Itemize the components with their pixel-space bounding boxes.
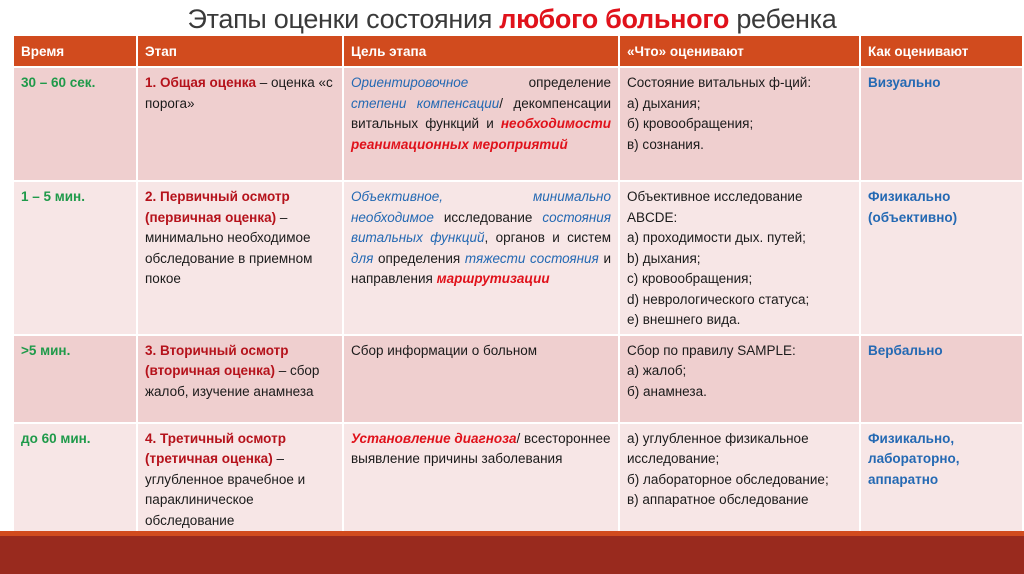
goal-cell bbox=[344, 68, 618, 180]
how-cell bbox=[861, 182, 1022, 334]
goal-fragment: определение bbox=[468, 75, 611, 90]
stage-description: – минимально необходимое обследование в приемном покое bbox=[145, 209, 313, 286]
method-value: Физикально, bbox=[868, 430, 955, 446]
goal-fragment: Объективное, минимально необходимое bbox=[351, 189, 611, 225]
what-cell bbox=[620, 336, 859, 422]
goal-fragment: , органов и систем bbox=[484, 230, 611, 245]
footer-band bbox=[0, 536, 1024, 574]
table-header-row bbox=[14, 36, 1022, 66]
method-value: Физикально bbox=[868, 189, 951, 204]
stage-description: – углубленное врачебное и параклиническое обследование bbox=[145, 451, 306, 528]
goal-text: Сбор информации о больном bbox=[351, 342, 538, 358]
time-cell bbox=[14, 424, 136, 535]
table-row bbox=[14, 424, 1022, 535]
title-accent: любого больного bbox=[499, 4, 730, 34]
method-value: Вербально bbox=[868, 342, 943, 358]
what-line: d) неврологического статуса; bbox=[627, 291, 810, 307]
goal-fragment: исследование bbox=[433, 209, 543, 225]
what-line: б) лабораторное обследование; bbox=[627, 471, 829, 487]
goal-fragment: и направления bbox=[351, 250, 611, 286]
goal-fragment: степени компенсации bbox=[351, 95, 500, 111]
stage-cell bbox=[138, 182, 342, 334]
table-row bbox=[14, 336, 1022, 422]
stage-name: 2. Первичный осмотр (первичная оценка) bbox=[145, 189, 290, 225]
what-line: а) жалоб; bbox=[627, 363, 687, 378]
time-cell bbox=[14, 182, 136, 334]
stage-cell bbox=[138, 336, 342, 422]
what-line: e) внешнего вида. bbox=[627, 312, 741, 327]
goal-cell bbox=[344, 424, 618, 535]
goal-emphasis: маршрутизации bbox=[436, 271, 550, 286]
what-line: c) кровообращения; bbox=[627, 271, 753, 286]
what-line: Состояние витальных ф-ций: bbox=[627, 75, 812, 90]
method-value: (объективно) bbox=[868, 209, 958, 225]
how-cell bbox=[861, 424, 1022, 535]
time-value: 1 – 5 мин. bbox=[21, 189, 85, 204]
header-stage: Этап bbox=[138, 36, 342, 66]
stage-name: 3. Вторичный осмотр (вторичная оценка) bbox=[145, 342, 289, 378]
how-cell bbox=[861, 68, 1022, 180]
header-goal: Цель этапа bbox=[344, 36, 618, 66]
table-row bbox=[14, 182, 1022, 334]
goal-fragment: состояния витальных функций bbox=[351, 209, 611, 245]
method-value: лабораторно, bbox=[868, 451, 960, 466]
time-value: >5 мин. bbox=[21, 342, 71, 358]
goal-fragment: тяжести состояния bbox=[464, 250, 599, 266]
goal-fragment: / декомпенсации витальных функций и bbox=[351, 95, 611, 131]
title-text-end: ребенка bbox=[729, 4, 837, 34]
assessment-stages-table bbox=[12, 34, 1024, 536]
what-line: а) дыхания; bbox=[627, 95, 701, 111]
what-line: в) сознания. bbox=[627, 136, 704, 152]
time-value: 30 – 60 сек. bbox=[21, 75, 96, 90]
goal-fragment: для bbox=[351, 250, 374, 266]
method-value: аппаратно bbox=[868, 471, 939, 487]
method-value: Визуально bbox=[868, 75, 941, 90]
goal-fragment: Ориентировочное bbox=[351, 75, 469, 90]
stage-cell bbox=[138, 68, 342, 180]
what-line: б) кровообращения; bbox=[627, 116, 754, 131]
title-text: Этапы оценки состояния bbox=[187, 4, 500, 34]
stage-name: 4. Третичный осмотр (третичная оценка) bbox=[145, 430, 286, 466]
what-line: а) углубленное физикальное исследование; bbox=[627, 430, 809, 466]
how-cell bbox=[861, 336, 1022, 422]
what-line: b) дыхания; bbox=[627, 250, 701, 266]
what-cell bbox=[620, 68, 859, 180]
header-what: «Что» оценивают bbox=[620, 36, 859, 66]
what-line: Объективное исследование ABCDE: bbox=[627, 189, 803, 225]
goal-cell bbox=[344, 336, 618, 422]
what-cell bbox=[620, 424, 859, 535]
stage-description: – сбор жалоб, изучение анамнеза bbox=[145, 363, 320, 399]
slide-title bbox=[0, 4, 1024, 35]
goal-emphasis: необходимости реанимационных мероприятий bbox=[351, 116, 611, 152]
header-how: Как оценивают bbox=[861, 36, 1022, 66]
stage-description: – оценка «с порога» bbox=[145, 75, 333, 111]
goal-emphasis: Установление диагноза bbox=[351, 430, 517, 446]
goal-cell bbox=[344, 182, 618, 334]
what-cell bbox=[620, 182, 859, 334]
stage-name: 1. Общая оценка bbox=[145, 75, 257, 90]
what-line: a) проходимости дых. путей; bbox=[627, 230, 806, 245]
time-cell bbox=[14, 68, 136, 180]
time-cell bbox=[14, 336, 136, 422]
what-line: Сбор по правилу SAMPLE: bbox=[627, 342, 796, 358]
what-line: в) аппаратное обследование bbox=[627, 492, 809, 507]
table-row bbox=[14, 68, 1022, 180]
stage-cell bbox=[138, 424, 342, 535]
header-time: Время bbox=[14, 36, 136, 66]
time-value: до 60 мин. bbox=[21, 430, 91, 446]
what-line: б) анамнеза. bbox=[627, 383, 707, 399]
goal-fragment: / всестороннее выявление причины заболевания bbox=[351, 430, 611, 466]
goal-fragment: определения bbox=[373, 250, 465, 266]
